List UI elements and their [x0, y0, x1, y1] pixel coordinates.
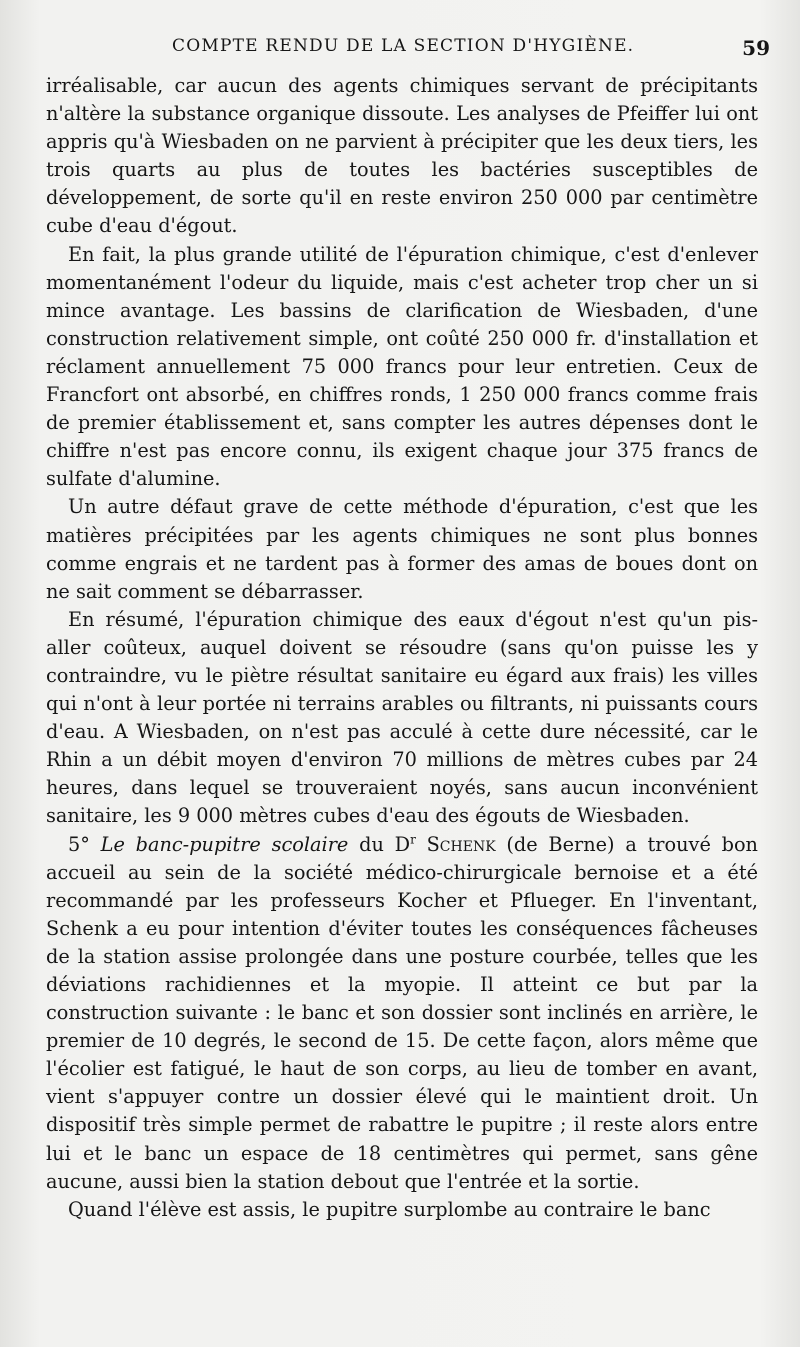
section-text: (de Berne) a trouvé bon accueil au sein de la société médico-chirurgicale bernoise et a été recommandé par les professeurs Kocher et Pflueger. En l'inventant, Schenk a eu pour intention d'éviter toutes les conséquences fâcheuses de la station assise prolongée dans une posture courbée, telles que les déviations rachidiennes et la myopie. Il atteint ce but par la construction suivante : le banc et son dossier sont inclinés en arrière, le premier de 10 degrés, le second de 15. De cette façon, alors même que l'écolier est fatigué, le haut de son corps, au lieu de tomber en avant, vient s'appuyer contre un dossier élevé qui le maintient droit. Un dispositif très simple permet de rabattre le pupitre ; il reste alors entre lui et le banc un espace de 18 centimètres qui permet, sans gêne aucune, aussi bien la station debout que l'entrée et la sortie. [46, 832, 758, 1193]
page-header [44, 36, 770, 62]
body-text [46, 72, 758, 1224]
doctor-abbrev: D [394, 832, 411, 856]
paragraph-4: En résumé, l'épuration chimique des eaux d'égout n'est qu'un pis-aller coûteux, auquel doivent se résoudre (sans qu'on puisse les y contraindre, vu le piètre résultat sanitaire eu égard aux frais) les villes qui n'ont à leur portée ni terrains arables ou filtrants, ni puissants cours d'eau. A Wiesbaden, on n'est pas acculé à cette dure nécessité, car le Rhin a un débit moyen d'environ 70 millions de mètres cubes par 24 heures, dans lequel se trouveraient noyés, sans aucun inconvénient sanitaire, les 9 000 mètres cubes d'eau des égouts de Wiesbaden. [46, 607, 758, 828]
section-title: Le banc-pupitre scolaire [100, 832, 349, 856]
section-du: du [359, 832, 384, 856]
doctor-abbrev-sup: r [410, 832, 416, 847]
paragraph-6: Quand l'élève est assis, le pupitre surplombe au contraire le banc [68, 1197, 711, 1221]
paragraph-2: En fait, la plus grande utilité de l'épuration chimique, c'est d'enlever momentanément l'odeur du liquide, mais c'est acheter trop cher un si mince avantage. Les bassins de clarification de Wiesbaden, d'une construction relativement simple, ont coûté 250 000 fr. d'installation et réclament annuellement 75 000 francs pour leur entretien. Ceux de Francfort ont absorbé, en chiffres ronds, 1 250 000 francs comme frais de premier établissement et, sans compter les autres dépenses dont le chiffre n'est pas encore connu, ils exigent chaque jour 375 francs de sulfate d'alumine. [46, 242, 758, 491]
page-number: 59 [742, 36, 770, 60]
paragraph-1: irréalisable, car aucun des agents chimiques servant de précipitants n'altère la substance organique dissoute. Les analyses de Pfeiffer lui ont appris qu'à Wiesbaden on ne parvient à précipiter que les deux tiers, les trois quarts au plus de toutes les bactéries susceptibles de développement, de sorte qu'il en reste environ 250 000 par centimètre cube d'eau d'égout. [46, 74, 758, 238]
paragraph-3: Un autre défaut grave de cette méthode d'épuration, c'est que les matières précipitées par les agents chimiques ne sont plus bonnes comme engrais et ne tardent pas à former des amas de boues dont on ne sait comment se débarrasser. [46, 495, 758, 603]
author-name: Schenk [426, 832, 496, 856]
running-head: COMPTE RENDU DE LA SECTION D'HYGIÈNE. [172, 36, 635, 56]
paragraph-5 [46, 831, 758, 1196]
section-number: 5° [68, 832, 90, 856]
